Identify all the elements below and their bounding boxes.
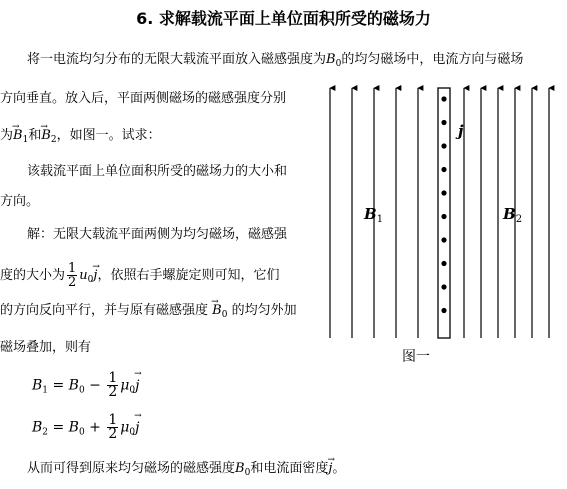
equation-B1: $B_1 = B_0$ − $\frac{1}{2}$ $\mu_0\to j$ bbox=[32, 372, 139, 399]
symbol-B2-vector: → $B_2$ bbox=[41, 128, 56, 143]
current-sheet bbox=[438, 88, 450, 338]
para1-line3: 为→ $B_1$和→ $B_2$，如图一。试求： bbox=[0, 128, 161, 148]
equation-B2: $B_2 = B_0$ + $\frac{1}{2}$ $\mu_0\to j$ bbox=[32, 414, 139, 441]
current-dot bbox=[441, 237, 446, 242]
current-dot bbox=[441, 284, 446, 289]
figure-caption: 图一 bbox=[402, 349, 430, 365]
label-B1: $B_1$ bbox=[364, 205, 384, 225]
current-dot bbox=[441, 120, 446, 125]
label-B2: $B_2$ bbox=[503, 205, 523, 225]
symbol-j-final: → j bbox=[328, 461, 332, 476]
problem-title: 6. 求解载流平面上单位面积所受的磁场力 bbox=[136, 9, 431, 28]
symbol-B0-vector: → $B_0$ bbox=[212, 303, 227, 318]
symbol-mu0-j: $u_0\to j$ bbox=[79, 268, 97, 283]
para1-line1: 将一电流均匀分布的无限大载流平面放入磁感强度为$B_0$的均匀磁场中，电流方向与磁场 bbox=[27, 52, 524, 69]
para2-line1: 该载流平面上单位面积所受的磁场力的大小和 bbox=[27, 164, 288, 179]
current-dot bbox=[441, 96, 446, 101]
current-dot bbox=[441, 308, 446, 313]
para1-line2: 方向垂直。放入后，平面两侧磁场的磁感强度分别 bbox=[0, 91, 287, 106]
fraction-half: $\frac{1}{2}$ bbox=[68, 261, 77, 290]
symbol-B0: $B_0$ bbox=[326, 52, 342, 69]
current-dot bbox=[441, 167, 446, 172]
para2-line2: 方向。 bbox=[0, 194, 40, 209]
current-dot bbox=[441, 143, 446, 148]
label-current-j: j bbox=[458, 122, 464, 140]
symbol-B0-final: $B_0$ bbox=[235, 461, 251, 478]
para3-line2: 度的大小为 $\frac{1}{2}$ $u_0\to j$，依照右手螺旋定则可知，它们 bbox=[0, 262, 279, 289]
para3-line1: 解：无限大载流平面两侧为均匀磁场，磁感强 bbox=[27, 227, 288, 242]
conclusion-line: 从而可得到原来均匀磁场的磁感强度$B_0$和电流面密度→ j。 bbox=[27, 461, 345, 481]
symbol-B1-vector: → $B_1$ bbox=[13, 128, 28, 143]
current-dot bbox=[441, 214, 446, 219]
para3-line4: 磁场叠加，则有 bbox=[0, 340, 92, 355]
current-dot bbox=[441, 190, 446, 195]
para3-line3: 的方向反向平行，并与原有磁感强度 → $B_0$ 的均匀外加 bbox=[0, 303, 297, 323]
current-dot bbox=[441, 261, 446, 266]
